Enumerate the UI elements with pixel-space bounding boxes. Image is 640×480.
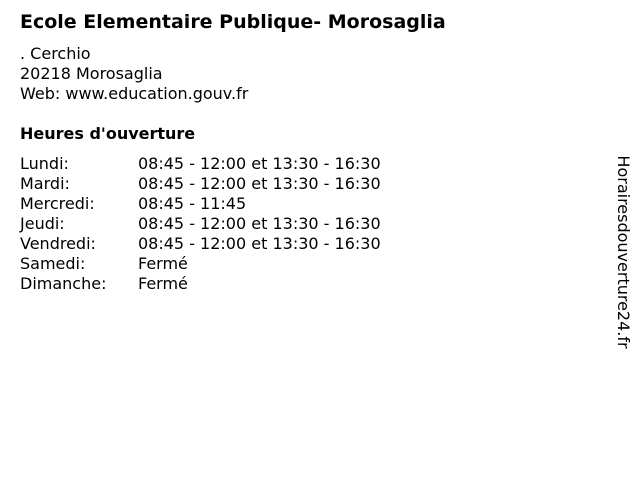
day-label: Lundi: <box>20 154 69 173</box>
site-brand-vertical: Horairesdouverture24.fr <box>614 155 633 349</box>
hours-value: 08:45 - 12:00 et 13:30 - 16:30 <box>138 174 381 193</box>
address-city: 20218 Morosaglia <box>20 64 163 83</box>
day-label: Dimanche: <box>20 274 107 293</box>
hours-value: 08:45 - 12:00 et 13:30 - 16:30 <box>138 154 381 173</box>
address-street: . Cerchio <box>20 44 91 63</box>
website-line: Web: www.education.gouv.fr <box>20 84 249 103</box>
page-title: Ecole Elementaire Publique- Morosaglia <box>20 11 446 33</box>
hours-value: 08:45 - 12:00 et 13:30 - 16:30 <box>138 234 381 253</box>
hours-value: 08:45 - 11:45 <box>138 194 247 213</box>
hours-value: 08:45 - 12:00 et 13:30 - 16:30 <box>138 214 381 233</box>
hours-value: Fermé <box>138 254 188 273</box>
day-label: Vendredi: <box>20 234 96 253</box>
opening-hours-heading: Heures d'ouverture <box>20 124 196 143</box>
day-label: Samedi: <box>20 254 86 273</box>
day-label: Mercredi: <box>20 194 95 213</box>
hours-value: Fermé <box>138 274 188 293</box>
day-label: Jeudi: <box>20 214 65 233</box>
day-label: Mardi: <box>20 174 70 193</box>
address-block <box>20 44 248 104</box>
